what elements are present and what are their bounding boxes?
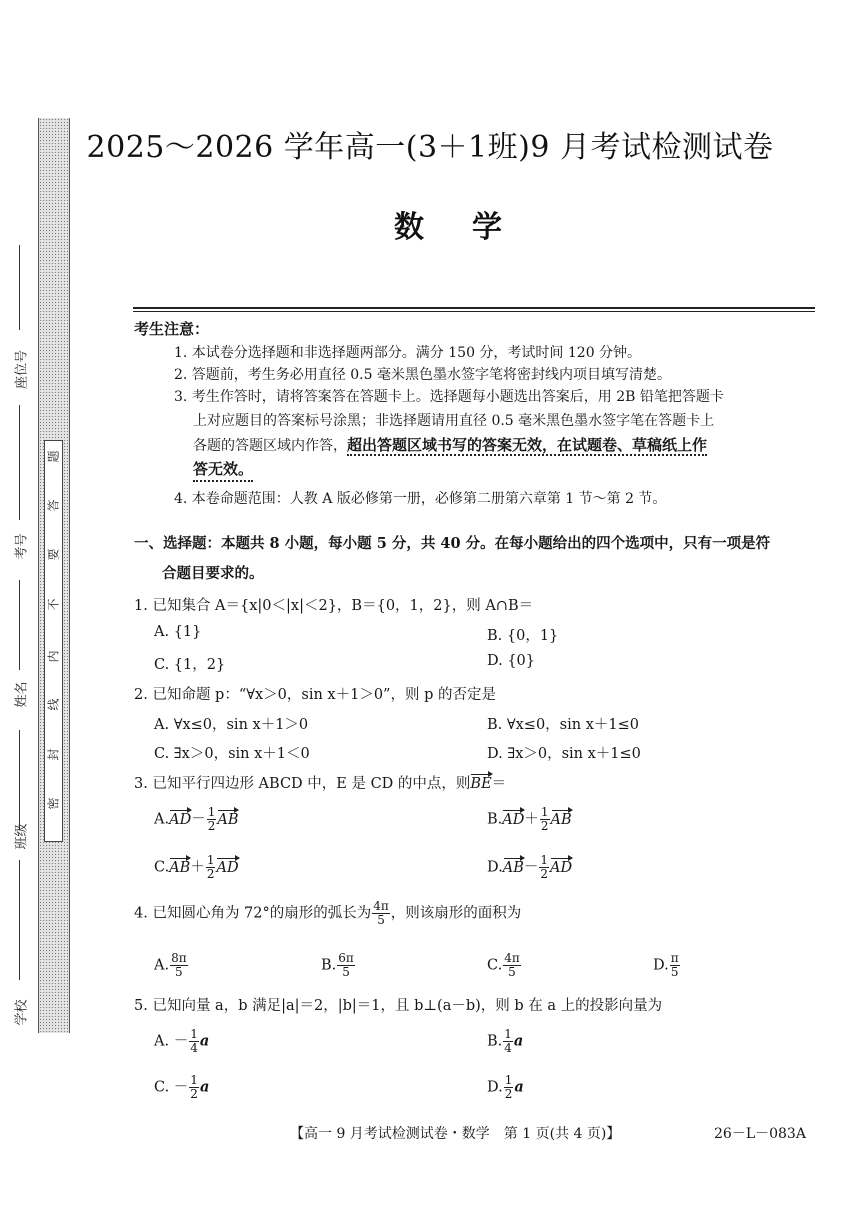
seal-char: 密 (46, 797, 61, 810)
seal-char: 要 (46, 548, 61, 561)
fraction-half (539, 854, 549, 881)
seal-char: 封 (46, 748, 61, 761)
option-d (487, 1074, 524, 1101)
option-a (154, 806, 238, 833)
vector-ab: AB (217, 811, 239, 828)
option-a: A. ∀x≤0，sin x＋1＞0 (154, 717, 309, 733)
fraction-half (206, 854, 216, 881)
fraction (372, 900, 390, 927)
operator: ＋ (190, 859, 205, 876)
seal-char: 不 (46, 598, 61, 611)
header-rule (133, 307, 815, 309)
subject-title: 数学 (394, 210, 550, 245)
option-a: A. {1} (154, 624, 202, 640)
section-heading: 一、选择题：本题共 8 小题，每小题 5 分，共 40 分。在每小题给出的四个选项中，只有一项是符 (134, 535, 771, 552)
seat-number-line (19, 245, 20, 330)
header-rule-thin (133, 311, 815, 312)
vector-ab: AB (502, 859, 524, 876)
notice-item: 1. 本试卷分选择题和非选择题两部分。满分 150 分，考试时间 120 分钟。 (174, 345, 642, 361)
numerator: 1 (207, 805, 216, 819)
question-stem: 1. 已知集合 A＝{x|0＜|x|＜2}，B＝{0，1，2}，则 A∩B＝ (134, 598, 534, 614)
vector-ab: AB (169, 859, 191, 876)
notice-item: 3. 考生作答时，请将答案答在答题卡上。选择题每小题选出答案后，用 2B 铅笔把答题卡 (174, 389, 724, 405)
exam-number-label: 考号 (14, 533, 30, 560)
option-label: A. (154, 811, 170, 828)
denominator: 2 (206, 867, 215, 881)
option-label: A. (154, 957, 170, 974)
stem-text: ，则该扇形的面积为 (390, 905, 522, 922)
operator: ＋ (524, 811, 539, 828)
option-b (487, 1028, 523, 1055)
denominator: 2 (504, 1087, 513, 1101)
option-label: C. － (154, 1079, 189, 1096)
numerator: 1 (540, 853, 548, 867)
operator: － (523, 859, 539, 876)
numerator: 1 (190, 1073, 198, 1087)
option-c: C. ∃x＞0，sin x＋1＜0 (154, 746, 310, 762)
option-c (154, 1074, 209, 1101)
notice-text: 各题的答题区域内作答， (193, 438, 347, 454)
option-label: B. (321, 957, 337, 974)
option-b: B. {0，1} (487, 628, 559, 644)
option-a (154, 952, 189, 979)
denominator: 2 (540, 867, 548, 881)
option-b (487, 806, 572, 833)
option-label: D. (653, 957, 669, 974)
option-label: C. (154, 859, 170, 876)
operator: － (191, 811, 206, 828)
notice-emphasis: 答无效。 (193, 458, 253, 482)
option-label: D. (487, 859, 503, 876)
fraction (189, 1028, 199, 1055)
vector-ad: AD (216, 859, 239, 876)
section-heading-cont: 合题目要求的。 (162, 565, 264, 582)
question-stem (134, 900, 521, 927)
denominator: 5 (342, 965, 350, 979)
denominator: 4 (190, 1041, 198, 1055)
stem-text: 3. 已知平行四边形 ABCD 中，E 是 CD 的中点，则 (134, 776, 471, 792)
class-label: 班级 (14, 823, 30, 850)
notice-heading: 考生注意： (134, 320, 210, 338)
fraction-half (540, 806, 550, 833)
notice-item: 4. 本卷命题范围：人教 A 版必修第一册，必修第二册第六章第 1 节～第 2 节。 (174, 491, 667, 507)
numerator: 4π (504, 951, 520, 965)
numerator: 1 (504, 1027, 512, 1041)
vector-a: a (514, 1078, 524, 1096)
stem-text: ＝ (491, 776, 507, 792)
numerator: 4π (373, 899, 389, 913)
numerator: 1 (540, 805, 549, 819)
fraction (503, 1028, 513, 1055)
denominator: 5 (175, 965, 183, 979)
option-d (487, 854, 572, 881)
fraction (337, 952, 355, 979)
option-a (154, 1028, 209, 1055)
denominator: 5 (670, 965, 679, 979)
option-d: D. ∃x＞0，sin x＋1≤0 (487, 746, 641, 762)
exam-title: 2025～2026 学年高一(3＋1班)9 月考试检测试卷 (86, 130, 774, 165)
denominator: 5 (508, 965, 516, 979)
notice-item (193, 434, 707, 457)
option-label: D. (487, 1079, 503, 1096)
option-d (653, 952, 681, 979)
denominator: 2 (190, 1087, 198, 1101)
numerator: 1 (206, 853, 215, 867)
seal-char: 线 (46, 698, 61, 711)
fraction (170, 952, 188, 979)
fraction (189, 1074, 199, 1101)
notice-item: 2. 答题前，考生务必用直径 0.5 毫米黑色墨水签字笔将密封线内项目填写清楚。 (174, 367, 671, 383)
numerator: π (670, 951, 679, 965)
notice-item: 上对应题目的答案标号涂黑；非选择题请用直径 0.5 毫米黑色墨水签字笔在答题卡上 (193, 413, 715, 429)
seal-char: 答 (46, 499, 61, 512)
seal-char: 题 (46, 450, 61, 463)
option-c: C. {1，2} (154, 657, 226, 673)
vector-a: a (199, 1078, 210, 1096)
option-b: B. ∀x≤0，sin x＋1≤0 (487, 717, 639, 733)
question-stem: 5. 已知向量 a，b 满足|a|＝2，|b|＝1，且 b⊥(a－b)，则 b 在 a 上的投影向量为 (134, 998, 663, 1014)
numerator: 6π (338, 951, 354, 965)
vector-ad: AD (550, 859, 573, 876)
option-label: A. － (154, 1033, 189, 1050)
vector-ad: AD (169, 811, 192, 828)
fraction (504, 1074, 514, 1101)
vector-a: a (199, 1032, 210, 1050)
vector-a: a (513, 1032, 524, 1050)
vector-ad: AD (502, 811, 525, 828)
fraction-half (207, 806, 217, 833)
name-label: 姓名 (14, 681, 30, 708)
class-line (19, 730, 20, 830)
denominator: 2 (207, 819, 216, 833)
option-d: D. {0} (487, 653, 536, 669)
numerator: 1 (190, 1027, 198, 1041)
school-line (19, 860, 20, 980)
vector-ab: AB (550, 811, 572, 828)
option-label: B. (487, 1033, 503, 1050)
numerator: 1 (504, 1073, 513, 1087)
option-c (154, 854, 239, 881)
numerator: 8π (171, 951, 187, 965)
option-b (321, 952, 356, 979)
question-stem: 2. 已知命题 p：“∀x＞0，sin x＋1＞0”，则 p 的否定是 (134, 687, 496, 703)
seat-number-label: 座位号 (14, 350, 30, 390)
fraction (670, 952, 680, 979)
question-stem (134, 772, 506, 793)
exam-number-line (19, 405, 20, 520)
vector-be: BE (470, 776, 492, 792)
notice-emphasis: 超出答题区域书写的答案无效，在试题卷、草稿纸上作 (347, 436, 708, 454)
fraction (503, 952, 521, 979)
option-c (487, 952, 522, 979)
denominator: 2 (540, 819, 549, 833)
stem-text: 4. 已知圆心角为 72°的扇形的弧长为 (134, 905, 372, 922)
seal-char: 内 (46, 650, 61, 663)
option-label: C. (487, 957, 503, 974)
denominator: 5 (377, 913, 385, 927)
name-line (19, 580, 20, 670)
page-footer: 【高一 9 月考试检测试卷・数学 第 1 页(共 4 页)】 (290, 1126, 621, 1142)
school-label: 学校 (14, 999, 30, 1026)
denominator: 4 (504, 1041, 512, 1055)
option-label: B. (487, 811, 503, 828)
paper-code: 26－L－083A (714, 1126, 806, 1142)
